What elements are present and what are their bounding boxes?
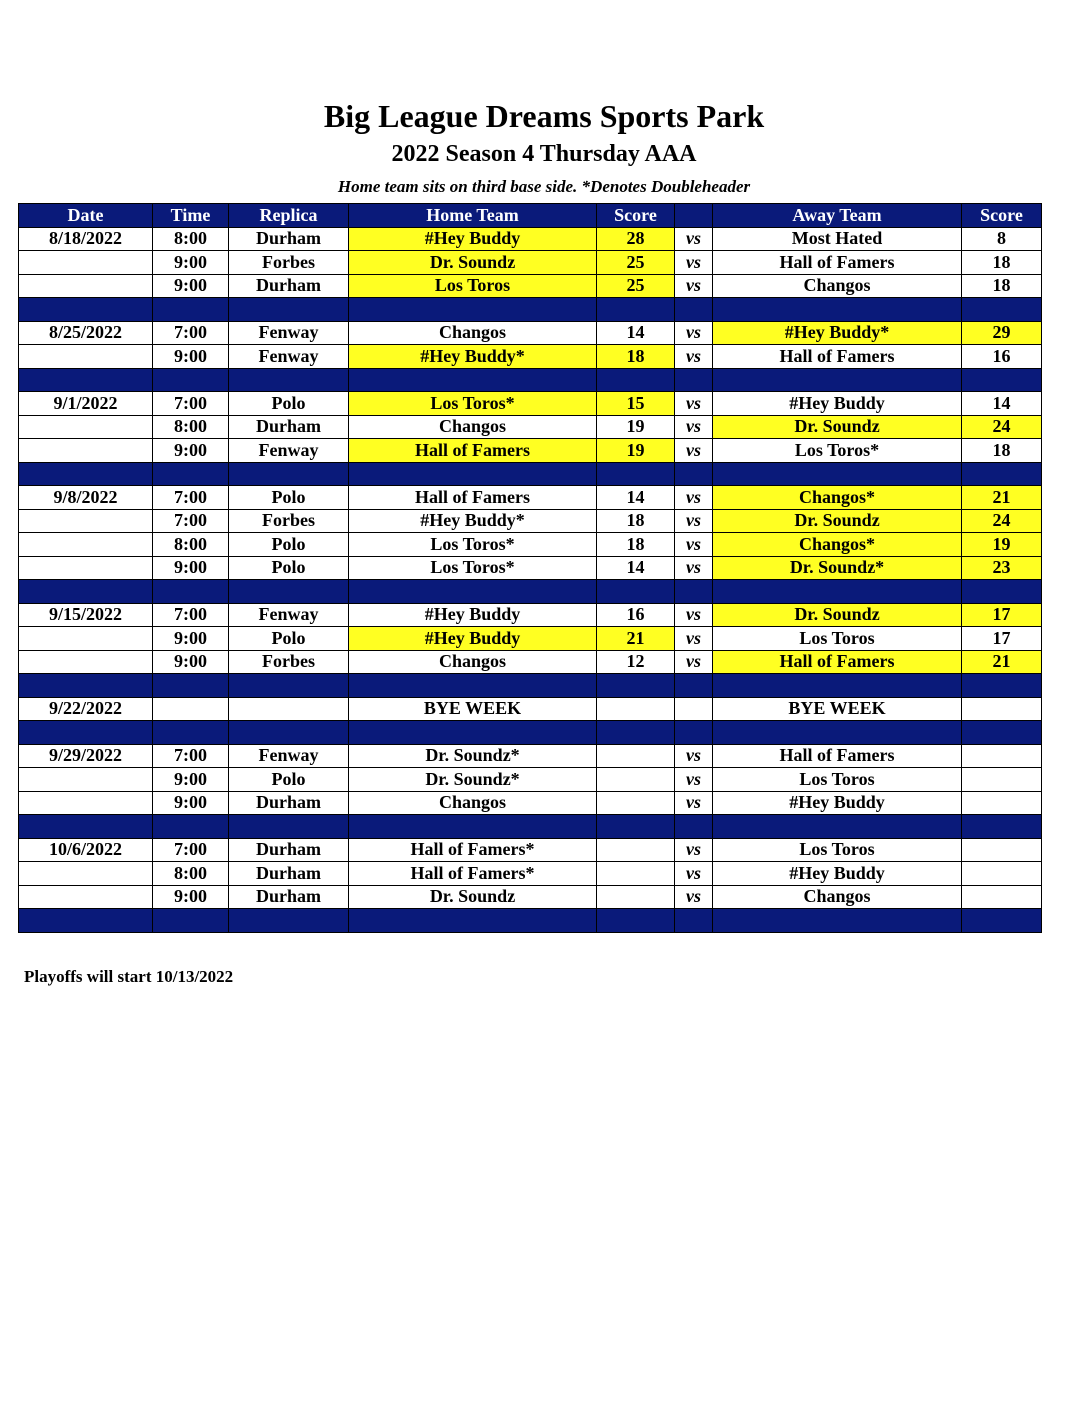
home-team: Los Toros* [349,392,597,416]
page-subtitle: 2022 Season 4 Thursday AAA [391,141,697,167]
game-time: 9:00 [153,768,229,792]
game-time: 8:00 [153,862,229,886]
game-time: 9:00 [153,650,229,674]
vs-label: vs [675,321,713,345]
vs-label: vs [675,533,713,557]
page-title: Big League Dreams Sports Park [323,98,765,134]
game-date [19,439,153,463]
away-team: BYE WEEK [713,697,962,721]
game-time: 9:00 [153,251,229,275]
home-score: 14 [597,556,675,580]
separator-cell [349,298,597,322]
game-row [19,509,1042,533]
game-time: 7:00 [153,744,229,768]
away-team: Dr. Soundz [713,509,962,533]
game-row [19,744,1042,768]
away-team: Most Hated [713,227,962,251]
separator-cell [349,815,597,839]
away-score: 19 [962,533,1042,557]
game-row [19,627,1042,651]
vs-label: vs [675,227,713,251]
week-separator [19,909,1042,933]
away-score: 14 [962,392,1042,416]
game-time: 7:00 [153,486,229,510]
game-date: 10/6/2022 [19,838,153,862]
away-score: 16 [962,345,1042,369]
separator-cell [597,815,675,839]
separator-cell [229,815,349,839]
away-score: 18 [962,274,1042,298]
away-score [962,862,1042,886]
game-date [19,556,153,580]
vs-label: vs [675,838,713,862]
separator-cell [229,909,349,933]
game-time: 7:00 [153,509,229,533]
separator-cell [349,580,597,604]
home-score: 12 [597,650,675,674]
game-replica [229,697,349,721]
separator-cell [962,721,1042,745]
game-replica: Fenway [229,345,349,369]
game-row [19,791,1042,815]
separator-cell [597,298,675,322]
separator-cell [229,674,349,698]
separator-cell [597,368,675,392]
header-home-score: Score [597,204,675,228]
game-time: 9:00 [153,556,229,580]
home-team: Dr. Soundz* [349,768,597,792]
vs-label: vs [675,885,713,909]
away-score [962,838,1042,862]
schedule-note: Home team sits on third base side. *Denotes Doubleheader [337,177,751,196]
separator-cell [713,721,962,745]
vs-label: vs [675,627,713,651]
game-time: 7:00 [153,838,229,862]
separator-cell [19,909,153,933]
game-date: 8/18/2022 [19,227,153,251]
game-time: 7:00 [153,321,229,345]
separator-cell [597,721,675,745]
game-replica: Forbes [229,251,349,275]
home-team: Changos [349,650,597,674]
home-score: 18 [597,345,675,369]
separator-cell [19,462,153,486]
week-separator [19,462,1042,486]
home-team: Hall of Famers* [349,862,597,886]
game-time: 9:00 [153,627,229,651]
separator-cell [675,909,713,933]
separator-cell [19,674,153,698]
home-score: 28 [597,227,675,251]
away-team: Dr. Soundz* [713,556,962,580]
home-team: Hall of Famers [349,439,597,463]
game-row [19,838,1042,862]
game-row [19,862,1042,886]
game-row [19,885,1042,909]
game-replica: Fenway [229,744,349,768]
game-time: 8:00 [153,227,229,251]
game-date [19,251,153,275]
separator-cell [675,298,713,322]
game-date [19,791,153,815]
game-row [19,392,1042,416]
separator-cell [597,909,675,933]
separator-cell [713,674,962,698]
separator-cell [675,815,713,839]
game-row [19,251,1042,275]
home-team: BYE WEEK [349,697,597,721]
separator-cell [675,368,713,392]
game-row [19,274,1042,298]
game-row [19,227,1042,251]
away-score: 21 [962,650,1042,674]
game-row [19,439,1042,463]
separator-cell [19,298,153,322]
away-team: Los Toros [713,838,962,862]
vs-label: vs [675,650,713,674]
home-score: 16 [597,603,675,627]
game-date [19,345,153,369]
separator-cell [962,580,1042,604]
game-replica: Fenway [229,603,349,627]
home-team: Hall of Famers [349,486,597,510]
separator-cell [962,368,1042,392]
separator-cell [675,462,713,486]
away-team: Changos* [713,486,962,510]
game-time: 9:00 [153,274,229,298]
game-row [19,345,1042,369]
separator-cell [153,580,229,604]
game-row [19,486,1042,510]
vs-label: vs [675,486,713,510]
vs-label: vs [675,251,713,275]
game-date: 9/8/2022 [19,486,153,510]
separator-cell [675,674,713,698]
home-score: 19 [597,439,675,463]
separator-cell [675,580,713,604]
separator-cell [229,580,349,604]
vs-label: vs [675,768,713,792]
home-team: #Hey Buddy [349,227,597,251]
week-separator [19,721,1042,745]
separator-cell [713,368,962,392]
home-team: #Hey Buddy [349,627,597,651]
game-replica: Polo [229,392,349,416]
away-team: Los Toros [713,768,962,792]
away-score: 17 [962,603,1042,627]
home-team: Dr. Soundz* [349,744,597,768]
vs-label: vs [675,556,713,580]
away-team: #Hey Buddy [713,791,962,815]
game-date [19,627,153,651]
away-score [962,768,1042,792]
game-date [19,885,153,909]
vs-label: vs [675,439,713,463]
home-score [597,791,675,815]
game-replica: Forbes [229,650,349,674]
game-time: 9:00 [153,439,229,463]
home-team: Los Toros [349,274,597,298]
home-team: Los Toros* [349,533,597,557]
game-date [19,650,153,674]
separator-cell [597,674,675,698]
separator-cell [597,580,675,604]
bye-week-row [19,697,1042,721]
home-score: 14 [597,486,675,510]
header-time: Time [153,204,229,228]
away-team: Los Toros [713,627,962,651]
separator-cell [19,721,153,745]
separator-cell [153,298,229,322]
game-time [153,697,229,721]
game-replica: Polo [229,627,349,651]
game-time: 9:00 [153,791,229,815]
vs-label [675,697,713,721]
game-time: 9:00 [153,345,229,369]
away-score: 8 [962,227,1042,251]
separator-cell [962,462,1042,486]
separator-cell [713,462,962,486]
game-date [19,509,153,533]
away-score: 17 [962,627,1042,651]
separator-cell [153,909,229,933]
playoffs-note: Playoffs will start 10/13/2022 [24,967,234,986]
away-team: Hall of Famers [713,251,962,275]
separator-cell [713,909,962,933]
home-score: 21 [597,627,675,651]
vs-label: vs [675,744,713,768]
game-row [19,415,1042,439]
away-score [962,744,1042,768]
separator-cell [962,674,1042,698]
away-team: Hall of Famers [713,650,962,674]
away-score: 24 [962,415,1042,439]
home-team: #Hey Buddy [349,603,597,627]
separator-cell [229,462,349,486]
vs-label: vs [675,862,713,886]
separator-cell [713,580,962,604]
home-score [597,697,675,721]
game-replica: Durham [229,791,349,815]
separator-cell [229,298,349,322]
away-score: 23 [962,556,1042,580]
home-score: 25 [597,251,675,275]
away-score [962,791,1042,815]
home-team: Changos [349,321,597,345]
home-team: Dr. Soundz [349,251,597,275]
home-team: Changos [349,415,597,439]
game-replica: Durham [229,885,349,909]
home-team: #Hey Buddy* [349,345,597,369]
separator-cell [153,674,229,698]
vs-label: vs [675,345,713,369]
separator-cell [713,815,962,839]
vs-label: vs [675,415,713,439]
separator-cell [597,462,675,486]
header-home-team: Home Team [349,204,597,228]
game-date [19,862,153,886]
header-vs [675,204,713,228]
separator-cell [349,674,597,698]
game-replica: Fenway [229,439,349,463]
away-team: Changos [713,274,962,298]
away-team: Changos [713,885,962,909]
game-date [19,274,153,298]
game-date [19,768,153,792]
game-replica: Polo [229,486,349,510]
separator-cell [675,721,713,745]
separator-cell [349,368,597,392]
home-score [597,862,675,886]
game-date: 8/25/2022 [19,321,153,345]
separator-cell [229,721,349,745]
separator-cell [153,815,229,839]
away-score: 29 [962,321,1042,345]
game-replica: Polo [229,533,349,557]
schedule-table [18,203,1042,933]
home-team: #Hey Buddy* [349,509,597,533]
separator-cell [19,368,153,392]
game-replica: Durham [229,838,349,862]
separator-cell [349,462,597,486]
game-row [19,768,1042,792]
home-score: 19 [597,415,675,439]
away-team: Hall of Famers [713,744,962,768]
header-away-score: Score [962,204,1042,228]
home-score [597,768,675,792]
game-time: 7:00 [153,392,229,416]
separator-cell [229,368,349,392]
game-time: 9:00 [153,885,229,909]
away-score [962,885,1042,909]
header-date: Date [19,204,153,228]
home-score [597,885,675,909]
home-score [597,838,675,862]
away-score: 24 [962,509,1042,533]
game-date [19,415,153,439]
separator-cell [153,368,229,392]
header-row [19,204,1042,228]
header-replica: Replica [229,204,349,228]
away-score: 18 [962,251,1042,275]
away-team: Changos* [713,533,962,557]
week-separator [19,368,1042,392]
away-team: Dr. Soundz [713,603,962,627]
home-team: Dr. Soundz [349,885,597,909]
game-date: 9/29/2022 [19,744,153,768]
away-team: #Hey Buddy [713,392,962,416]
vs-label: vs [675,791,713,815]
home-score: 18 [597,509,675,533]
game-date [19,533,153,557]
home-score: 25 [597,274,675,298]
home-score: 18 [597,533,675,557]
game-replica: Durham [229,415,349,439]
home-team: Los Toros* [349,556,597,580]
game-row [19,533,1042,557]
separator-cell [349,909,597,933]
away-team: #Hey Buddy [713,862,962,886]
home-team: Hall of Famers* [349,838,597,862]
away-team: Los Toros* [713,439,962,463]
header-away-team: Away Team [713,204,962,228]
game-date: 9/1/2022 [19,392,153,416]
separator-cell [713,298,962,322]
separator-cell [962,815,1042,839]
game-time: 7:00 [153,603,229,627]
vs-label: vs [675,509,713,533]
game-replica: Forbes [229,509,349,533]
game-row [19,650,1042,674]
separator-cell [349,721,597,745]
separator-cell [962,298,1042,322]
vs-label: vs [675,274,713,298]
separator-cell [153,721,229,745]
week-separator [19,580,1042,604]
separator-cell [19,815,153,839]
away-team: Hall of Famers [713,345,962,369]
separator-cell [19,580,153,604]
away-score: 18 [962,439,1042,463]
week-separator [19,298,1042,322]
game-row [19,321,1042,345]
game-replica: Polo [229,768,349,792]
vs-label: vs [675,392,713,416]
home-score: 15 [597,392,675,416]
away-score: 21 [962,486,1042,510]
game-row [19,603,1042,627]
week-separator [19,674,1042,698]
game-date: 9/22/2022 [19,697,153,721]
separator-cell [153,462,229,486]
game-time: 8:00 [153,533,229,557]
vs-label: vs [675,603,713,627]
game-time: 8:00 [153,415,229,439]
away-score [962,697,1042,721]
home-score: 14 [597,321,675,345]
game-replica: Durham [229,274,349,298]
week-separator [19,815,1042,839]
game-replica: Polo [229,556,349,580]
separator-cell [962,909,1042,933]
game-row [19,556,1042,580]
home-team: Changos [349,791,597,815]
home-score [597,744,675,768]
away-team: #Hey Buddy* [713,321,962,345]
game-replica: Durham [229,862,349,886]
game-replica: Durham [229,227,349,251]
away-team: Dr. Soundz [713,415,962,439]
game-replica: Fenway [229,321,349,345]
game-date: 9/15/2022 [19,603,153,627]
